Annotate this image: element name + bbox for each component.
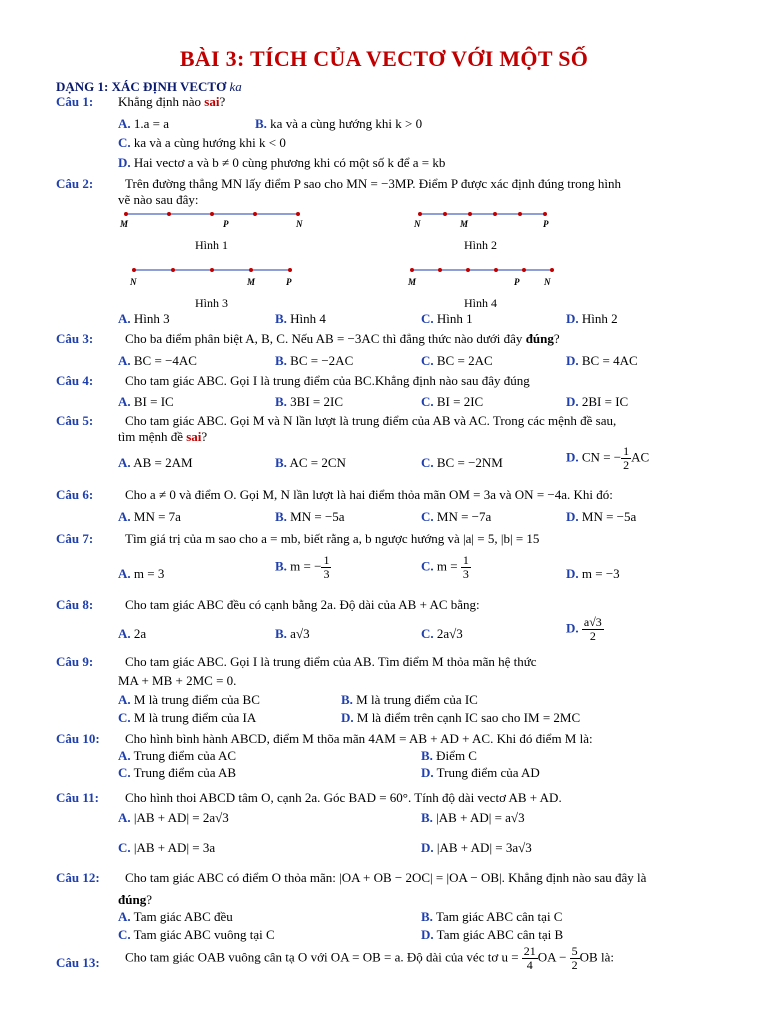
q9-option-d[interactable]: D. M là điểm trên cạnh IC sao cho IM = 2MC	[341, 710, 581, 725]
q4-number: Câu 4:	[56, 373, 94, 388]
q7-stem: Tìm giá trị của m sao cho a = mb, biết rằng a, b ngược hướng và |a| = 5, |b| = 15	[125, 531, 540, 546]
q12-stem-line2: đúng?	[118, 892, 152, 907]
q10-stem: Cho hình bình hành ABCD, điểm M thõa mãn 4AM = AB + AD + AC. Khi đó điểm M là:	[125, 731, 593, 746]
q2-option-c[interactable]: C. Hình 1	[421, 311, 473, 326]
q12-number: Câu 12:	[56, 870, 100, 885]
figure-hinh-4	[404, 262, 560, 282]
q12-option-a[interactable]: A. Tam giác ABC đều	[118, 909, 233, 924]
q10-option-a[interactable]: A. Trung điểm của AC	[118, 748, 237, 763]
figure-hinh-2	[412, 206, 562, 232]
q11-option-a[interactable]: A. |AB + AD| = 2a√3	[118, 810, 229, 825]
q6-option-a[interactable]: A. MN = 7a	[118, 509, 181, 524]
q8-stem: Cho tam giác ABC đều có cạnh bằng 2a. Độ dài của AB + AC bằng:	[125, 597, 480, 612]
q9-option-b[interactable]: B. M là trung điểm của IC	[341, 692, 478, 707]
q12-option-d[interactable]: D. Tam giác ABC cân tại B	[421, 927, 564, 942]
figure-caption: Hình 2	[464, 238, 497, 252]
q5-option-c[interactable]: C. BC = −2NM	[421, 455, 503, 470]
q6-option-d[interactable]: D. MN = −5a	[566, 509, 637, 524]
q1-option-c[interactable]: C. ka và a cùng hướng khi k < 0	[118, 135, 286, 150]
q6-stem: Cho a ≠ 0 và điểm O. Gọi M, N lần lượt là hai điểm thỏa mãn OM = 3a và ON = −4a. Khi đó:	[125, 487, 613, 502]
q2-stem-line2: vẽ nào sau đây:	[118, 192, 199, 207]
q7-option-d[interactable]: D. m = −3	[566, 566, 620, 581]
q1-number: Câu 1:	[56, 94, 94, 109]
q12-option-b[interactable]: B. Tam giác ABC cân tại C	[421, 909, 563, 924]
figure-caption: Hình 1	[195, 238, 228, 252]
figure-hinh-3	[128, 262, 298, 282]
q3-option-a[interactable]: A. BC = −4AC	[118, 353, 197, 368]
figure-hinh-1	[118, 206, 308, 232]
q1-option-d[interactable]: D. Hai vectơ a và b ≠ 0 cùng phương khi có một số k để a = kb	[118, 155, 446, 170]
q1-option-b[interactable]: B. ka và a cùng hướng khi k > 0	[255, 116, 423, 131]
q8-option-c[interactable]: C. 2a√3	[421, 626, 463, 641]
h2-point-label: P	[543, 219, 549, 229]
q3-option-c[interactable]: C. BC = 2AC	[421, 353, 493, 368]
q3-stem: Cho ba điểm phân biệt A, B, C. Nếu AB = −3AC thì đẳng thức nào dưới đây đúng?	[125, 331, 560, 346]
h2-point-label: N	[414, 219, 421, 229]
h1-point-label: N	[296, 219, 303, 229]
q4-option-d[interactable]: D. 2BI = IC	[566, 394, 629, 409]
q11-option-b[interactable]: B. |AB + AD| = a√3	[421, 810, 525, 825]
q3-option-b[interactable]: B. BC = −2AC	[275, 353, 354, 368]
q10-option-d[interactable]: D. Trung điểm của AD	[421, 765, 540, 780]
q1-option-a[interactable]: A. 1.a = a	[118, 116, 170, 131]
figure-caption: Hình 3	[195, 296, 228, 310]
q6-option-b[interactable]: B. MN = −5a	[275, 509, 345, 524]
q8-option-a[interactable]: A. 2a	[118, 626, 147, 641]
q4-option-a[interactable]: A. BI = IC	[118, 394, 174, 409]
q8-option-d[interactable]: D. $\frac{a√3}{2}$	[566, 615, 602, 643]
h4-point-label: M	[408, 277, 417, 287]
section-heading: DẠNG 1: XÁC ĐỊNH VECTƠ ka	[56, 79, 242, 94]
q9-option-c[interactable]: C. M là trung điểm của IA	[118, 710, 257, 725]
q7-option-b[interactable]: B. m = − $\frac{1}{3}$	[275, 553, 330, 581]
q5-option-b[interactable]: B. AC = 2CN	[275, 455, 346, 470]
q9-option-a[interactable]: A. M là trung điểm của BC	[118, 692, 260, 707]
q2-number: Câu 2:	[56, 176, 94, 191]
q9-number: Câu 9:	[56, 654, 94, 669]
q10-number: Câu 10:	[56, 731, 100, 746]
q12-option-c[interactable]: C. Tam giác ABC vuông tại C	[118, 927, 275, 942]
q2-option-d[interactable]: D. Hình 2	[566, 311, 618, 326]
q3-option-d[interactable]: D. BC = 4AC	[566, 353, 638, 368]
q7-option-c[interactable]: C. m = $\frac{1}{3}$	[421, 553, 469, 581]
q6-number: Câu 6:	[56, 487, 94, 502]
q9-stem: Cho tam giác ABC. Gọi I là trung điểm của AB. Tìm điểm M thỏa mãn hệ thức	[125, 654, 537, 669]
q12-stem: Cho tam giác ABC có điểm O thỏa mãn: |OA + OB − 2OC| = |OA − OB|. Khẳng định nào sau đây là	[125, 870, 647, 885]
h1-point-label: M	[120, 219, 129, 229]
q3-number: Câu 3:	[56, 331, 94, 346]
h3-point-label: M	[247, 277, 256, 287]
h1-point-label: P	[223, 219, 229, 229]
q11-option-c[interactable]: C. |AB + AD| = 3a	[118, 840, 216, 855]
figure-caption: Hình 4	[464, 296, 497, 310]
q7-option-a[interactable]: A. m = 3	[118, 566, 165, 581]
h4-point-label: N	[544, 277, 551, 287]
h4-point-label: P	[514, 277, 520, 287]
q2-option-b[interactable]: B. Hình 4	[275, 311, 326, 326]
q5-option-a[interactable]: A. AB = 2AM	[118, 455, 193, 470]
h3-point-label: N	[130, 277, 137, 287]
q11-option-d[interactable]: D. |AB + AD| = 3a√3	[421, 840, 532, 855]
q2-option-a[interactable]: A. Hình 3	[118, 311, 170, 326]
h2-point-label: M	[460, 219, 469, 229]
q1-stem: Khẳng định nào sai?	[118, 94, 226, 109]
q4-option-b[interactable]: B. 3BI = 2IC	[275, 394, 344, 409]
q5-stem-line2: tìm mệnh đề sai?	[118, 429, 208, 444]
q5-option-d[interactable]: D. CN = − $\frac{1}{2}$ AC	[566, 444, 650, 472]
q13-stem: Cho tam giác OAB vuông cân tạ O với OA = OB = a. Độ dài của véc tơ u = $\frac{21}{4}$ OA − $\frac{5}{2}$ OB là:	[125, 944, 614, 972]
q11-number: Câu 11:	[56, 790, 99, 805]
q9-stem-line2: MA + MB + 2MC = 0.	[118, 673, 237, 688]
q4-stem: Cho tam giác ABC. Gọi I là trung điểm của BC.Khẳng định nào sau đây đúng	[125, 373, 530, 388]
q4-option-c[interactable]: C. BI = 2IC	[421, 394, 484, 409]
q8-number: Câu 8:	[56, 597, 94, 612]
q11-stem: Cho hình thoi ABCD tâm O, cạnh 2a. Góc BAD = 60°. Tính độ dài vectơ AB + AD.	[125, 790, 562, 805]
q5-number: Câu 5:	[56, 413, 94, 428]
q6-option-c[interactable]: C. MN = −7a	[421, 509, 492, 524]
q10-option-b[interactable]: B. Điểm C	[421, 748, 477, 763]
q8-option-b[interactable]: B. a√3	[275, 626, 310, 641]
q13-number: Câu 13:	[56, 955, 100, 970]
q5-stem: Cho tam giác ABC. Gọi M và N lần lượt là trung điểm của AB và AC. Trong các mệnh đề sau,	[125, 413, 617, 428]
h3-point-label: P	[286, 277, 292, 287]
q7-number: Câu 7:	[56, 531, 94, 546]
q2-stem: Trên đường thẳng MN lấy điểm P sao cho MN = −3MP. Điểm P được xác định đúng trong hình	[125, 176, 622, 191]
q10-option-c[interactable]: C. Trung điểm của AB	[118, 765, 237, 780]
page-title: BÀI 3: TÍCH CỦA VECTƠ VỚI MỘT SỐ	[179, 46, 589, 71]
